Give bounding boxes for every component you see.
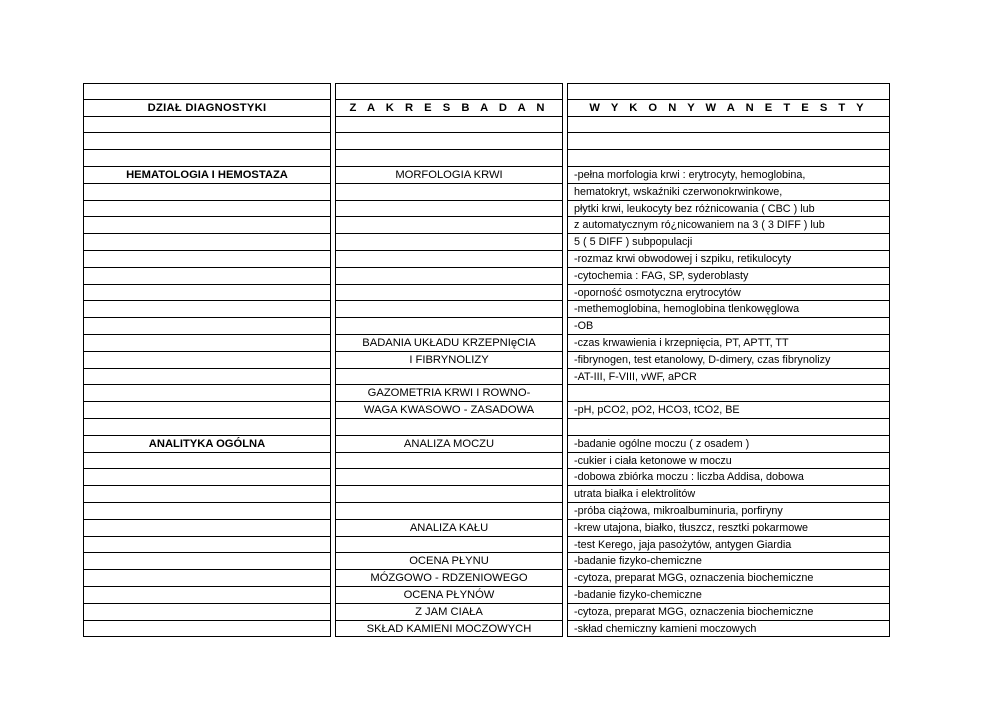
department-cell [83, 385, 331, 402]
table-row [83, 217, 890, 234]
department-cell [83, 486, 331, 503]
scope-cell [335, 251, 563, 268]
scope-cell: MORFOLOGIA KRWI [335, 167, 563, 184]
scope-cell [335, 201, 563, 218]
table-row [83, 385, 890, 402]
department-cell [83, 402, 331, 419]
department-cell [83, 301, 331, 318]
table-row [83, 335, 890, 352]
department-cell [83, 318, 331, 335]
scope-cell: BADANIA UKŁADU KRZEPNIęCIA [335, 335, 563, 352]
scope-cell: SKŁAD KAMIENI MOCZOWYCH [335, 621, 563, 638]
tests-cell: -methemoglobina, hemoglobina tlenkowęglowa [567, 301, 890, 318]
table-row [83, 369, 890, 386]
table-row [83, 301, 890, 318]
department-cell [83, 369, 331, 386]
scope-cell [335, 234, 563, 251]
scope-cell [335, 419, 563, 436]
tests-cell: -badanie fizyko-chemiczne [567, 587, 890, 604]
scope-cell [335, 117, 563, 134]
table-row [83, 553, 890, 570]
department-cell [83, 285, 331, 302]
table-row [83, 268, 890, 285]
department-cell [83, 537, 331, 554]
table-cell [83, 83, 331, 100]
scope-cell [335, 150, 563, 167]
department-cell [83, 133, 331, 150]
tests-cell: -rozmaz krwi obwodowej i szpiku, retikulocyty [567, 251, 890, 268]
table-row [83, 201, 890, 218]
tests-cell: -badanie ogólne moczu ( z osadem ) [567, 436, 890, 453]
scope-cell [335, 369, 563, 386]
scope-cell [335, 469, 563, 486]
scope-cell: ANALIZA MOCZU [335, 436, 563, 453]
table-row [83, 604, 890, 621]
tests-cell: z automatycznym ró¿nicowaniem na 3 ( 3 DIFF ) lub [567, 217, 890, 234]
tests-cell: hematokryt, wskaźniki czerwonokrwinkowe, [567, 184, 890, 201]
table-header-row [83, 100, 890, 117]
department-cell [83, 604, 331, 621]
table-row [83, 117, 890, 134]
scope-cell: WAGA KWASOWO - ZASADOWA [335, 402, 563, 419]
table-row [83, 133, 890, 150]
table-cell [335, 83, 563, 100]
tests-cell [567, 150, 890, 167]
tests-cell: -dobowa zbiórka moczu : liczba Addisa, dobowa [567, 469, 890, 486]
table-row [83, 587, 890, 604]
header-performed-tests: W Y K O N Y W A N E T E S T Y [567, 100, 890, 117]
department-cell [83, 335, 331, 352]
tests-cell: -pełna morfologia krwi : erytrocyty, hemoglobina, [567, 167, 890, 184]
table-row [83, 251, 890, 268]
table-row [83, 503, 890, 520]
table-body [83, 117, 890, 638]
header-diagnostic-department: DZIAŁ DIAGNOSTYKI [83, 100, 331, 117]
table-row [83, 520, 890, 537]
tests-cell: płytki krwi, leukocyty bez różnicowania ( CBC ) lub [567, 201, 890, 218]
table-row [83, 419, 890, 436]
department-cell: ANALITYKA OGÓLNA [83, 436, 331, 453]
department-cell [83, 621, 331, 638]
table-cell [567, 83, 890, 100]
tests-cell: -skład chemiczny kamieni moczowych [567, 621, 890, 638]
department-cell [83, 419, 331, 436]
scope-cell [335, 217, 563, 234]
department-cell [83, 553, 331, 570]
department-cell [83, 587, 331, 604]
table-row [83, 570, 890, 587]
scope-cell [335, 537, 563, 554]
table-row [83, 167, 890, 184]
table-row [83, 621, 890, 638]
table-row [83, 486, 890, 503]
scope-cell: ANALIZA KAŁU [335, 520, 563, 537]
tests-cell: -AT-III, F-VIII, vWF, aPCR [567, 369, 890, 386]
tests-cell [567, 419, 890, 436]
tests-cell [567, 385, 890, 402]
table-row [83, 285, 890, 302]
department-cell [83, 251, 331, 268]
tests-cell: -test Kerego, jaja pasożytów, antygen Giardia [567, 537, 890, 554]
scope-cell [335, 301, 563, 318]
scope-cell: OCENA PŁYNÓW [335, 587, 563, 604]
department-cell [83, 503, 331, 520]
department-cell [83, 184, 331, 201]
tests-cell: 5 ( 5 DIFF ) subpopulacji [567, 234, 890, 251]
department-cell [83, 570, 331, 587]
tests-cell: utrata białka i elektrolitów [567, 486, 890, 503]
scope-cell: Z JAM CIAŁA [335, 604, 563, 621]
table-row [83, 537, 890, 554]
tests-cell [567, 117, 890, 134]
department-cell [83, 352, 331, 369]
scope-cell: MÓZGOWO - RDZENIOWEGO [335, 570, 563, 587]
table-row [83, 352, 890, 369]
scope-cell [335, 453, 563, 470]
tests-cell: -cytochemia : FAG, SP, syderoblasty [567, 268, 890, 285]
tests-cell: -cytoza, preparat MGG, oznaczenia biochemiczne [567, 604, 890, 621]
scope-cell [335, 503, 563, 520]
scope-cell [335, 285, 563, 302]
scope-cell: GAZOMETRIA KRWI I ROWNO- [335, 385, 563, 402]
table-row [83, 469, 890, 486]
department-cell [83, 217, 331, 234]
department-cell: HEMATOLOGIA I HEMOSTAZA [83, 167, 331, 184]
tests-cell: -badanie fizyko-chemiczne [567, 553, 890, 570]
department-cell [83, 469, 331, 486]
diagnostics-table [83, 83, 890, 637]
department-cell [83, 234, 331, 251]
department-cell [83, 117, 331, 134]
tests-cell: -cytoza, preparat MGG, oznaczenia biochemiczne [567, 570, 890, 587]
scope-cell [335, 268, 563, 285]
department-cell [83, 150, 331, 167]
table-row [83, 436, 890, 453]
department-cell [83, 520, 331, 537]
table-row [83, 184, 890, 201]
tests-cell: -krew utajona, białko, tłuszcz, resztki pokarmowe [567, 520, 890, 537]
tests-cell: -próba ciążowa, mikroalbuminuria, porfiryny [567, 503, 890, 520]
table-row [83, 234, 890, 251]
tests-cell: -pH, pCO2, pO2, HCO3, tCO2, BE [567, 402, 890, 419]
table-row [83, 402, 890, 419]
tests-cell: -OB [567, 318, 890, 335]
scope-cell: OCENA PŁYNU [335, 553, 563, 570]
department-cell [83, 201, 331, 218]
department-cell [83, 453, 331, 470]
table-top-row [83, 83, 890, 100]
scope-cell [335, 318, 563, 335]
tests-cell: -czas krwawienia i krzepnięcia, PT, APTT, TT [567, 335, 890, 352]
department-cell [83, 268, 331, 285]
table-row [83, 453, 890, 470]
scope-cell: I FIBRYNOLIZY [335, 352, 563, 369]
tests-cell: -oporność osmotyczna erytrocytów [567, 285, 890, 302]
tests-cell [567, 133, 890, 150]
header-scope-of-tests: Z A K R E S B A D A N [335, 100, 563, 117]
scope-cell [335, 486, 563, 503]
scope-cell [335, 133, 563, 150]
table-row [83, 318, 890, 335]
tests-cell: -fibrynogen, test etanolowy, D-dimery, czas fibrynolizy [567, 352, 890, 369]
tests-cell: -cukier i ciała ketonowe w moczu [567, 453, 890, 470]
table-row [83, 150, 890, 167]
scope-cell [335, 184, 563, 201]
